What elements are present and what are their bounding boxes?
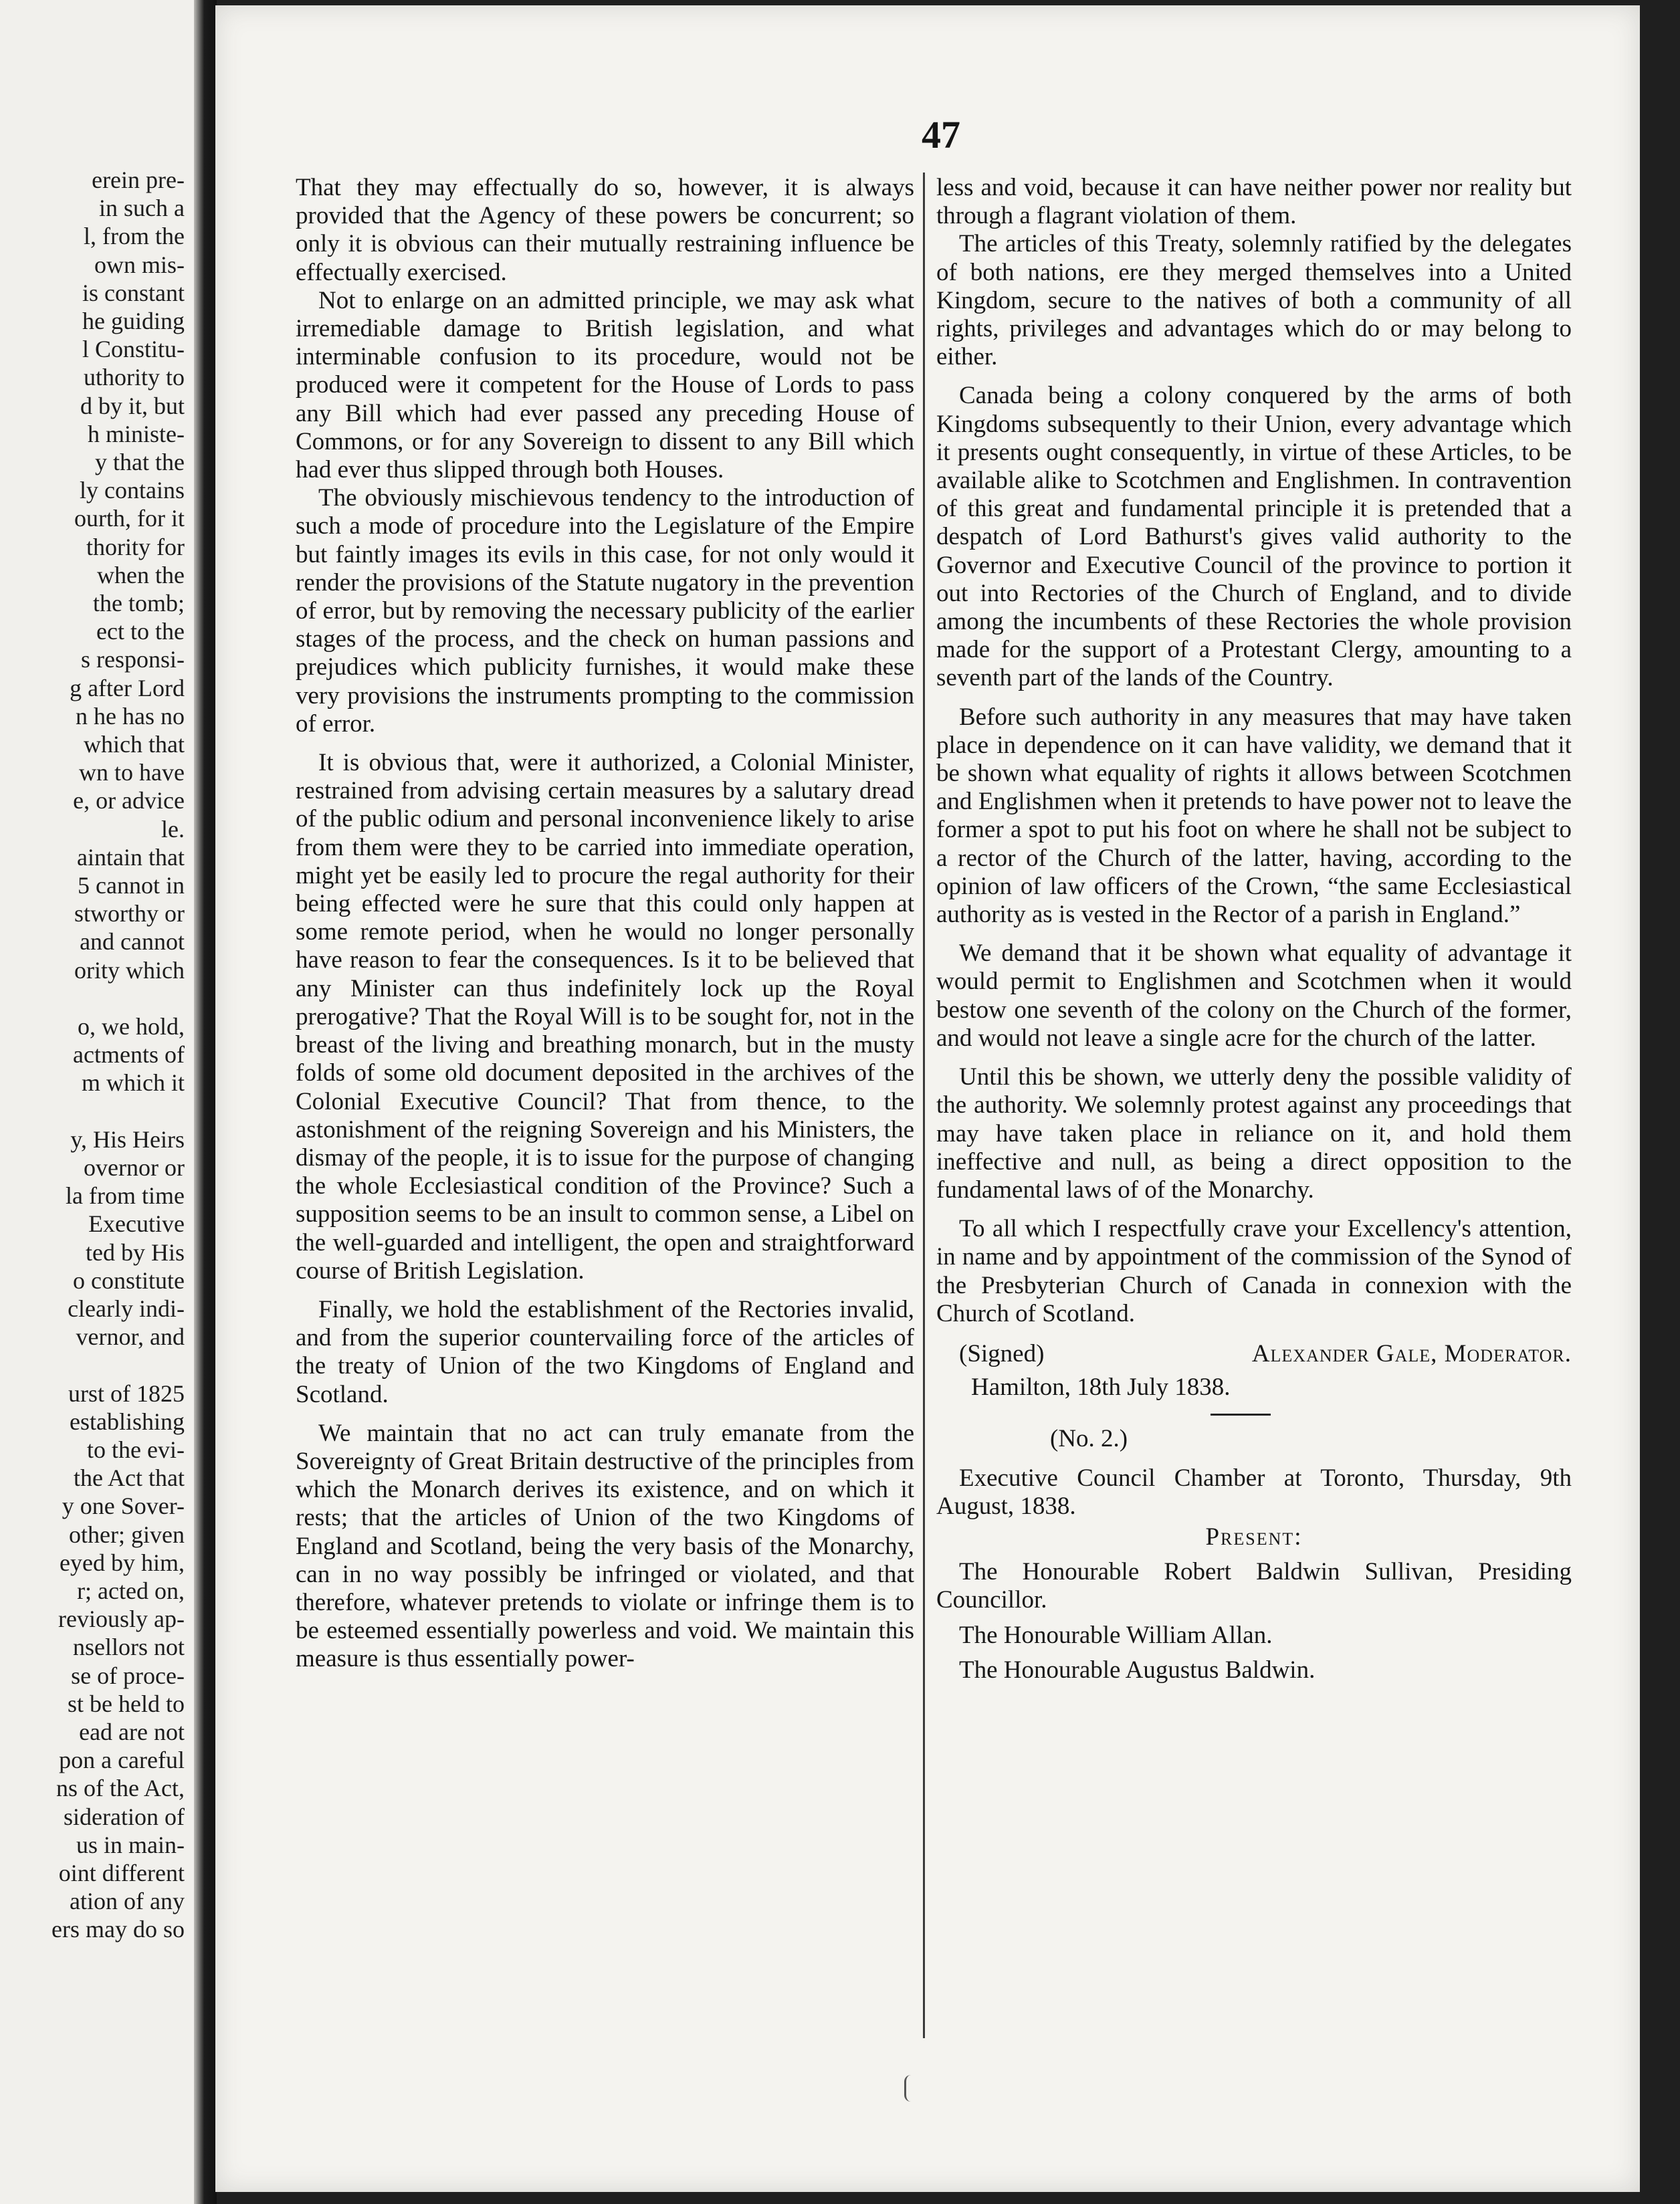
previous-page-line: ority which (74, 956, 185, 984)
print-mark (904, 2075, 918, 2102)
paragraph: Until this be shown, we utterly deny the possible validity of the authority. We solemnly protest against any proceedings that may have taken place in reliance on it, and hold them ineffective and null, as being a direct opposition to the fundamental laws of of the Monarchy. (936, 1063, 1572, 1204)
previous-page-line: d by it, but (80, 392, 185, 419)
previous-page-line: other; given (69, 1521, 185, 1548)
previous-page-line: Executive (88, 1210, 185, 1238)
previous-page-line: reviously ap- (58, 1606, 185, 1633)
paragraph: We maintain that no act can truly emanate from the Sovereignty of Great Britain destructive of the principles from which the Monarch derives its existence, and on which it rests; that the articles of Union of the two Kingdoms of England and Scotland, being the very basis of the Monarchy, can in no way possibly be infringed or violated, and that therefore, whatever pretends to violate or infringe them is to be esteemed essentially powerless and void. We maintain this measure is thus essentially power- (296, 1419, 914, 1673)
paragraph: That they may effectually do so, however, it is always provided that the Agency of these powers be concurrent; so only it is obvious can their mutually restraining influence be effectually exercised. (296, 174, 914, 286)
previous-page-line: s responsi- (81, 646, 185, 673)
chamber-line: Executive Council Chamber at Toronto, Thursday, 9th August, 1838. (936, 1464, 1572, 1520)
previous-page-line: pon a careful (59, 1747, 185, 1774)
paragraph: Not to enlarge on an admitted principle, we may ask what irremediable damage to British legislation, and what interminable confusion to its procedure, would not be produced were it competent for the House of Lords to pass any Bill which had ever passed any preceding House of Commons, or for any Sovereign to dissent to any Bill which had ever thus slipped through both Houses. (296, 286, 914, 484)
council-member: The Honourable Augustus Baldwin. (959, 1656, 1316, 1684)
previous-page-line: y that the (95, 449, 185, 475)
previous-page-line: actments of (73, 1041, 185, 1069)
previous-page-line: aintain that (77, 843, 185, 871)
signed-label: (Signed) (959, 1339, 1045, 1367)
previous-page-line: oint different (58, 1860, 185, 1886)
paragraph: Finally, we hold the establishment of the Rectories invalid, and from the superior countervailing force of the articles of the treaty of Union of the two Kingdoms of England and Scotland. (296, 1295, 914, 1408)
paragraph: We demand that it be shown what equality of advantage it would permit to Englishmen and Scotchmen when it would bestow one seventh of the colony on the Church of the former, and would not leave a single acre for the church of the latter. (936, 940, 1572, 1052)
previous-page-line: l Constitu- (82, 336, 185, 363)
previous-page-line: y one Sover- (62, 1493, 185, 1520)
previous-page-line: vernor, and (76, 1323, 185, 1351)
previous-page-line: ers may do so (51, 1916, 185, 1943)
previous-page-line: clearly indi- (68, 1295, 185, 1322)
page-47 (215, 5, 1640, 2192)
previous-page-line: wn to have (79, 759, 185, 786)
previous-page-line: o, we hold, (78, 1013, 185, 1040)
column-divider (923, 173, 925, 2038)
previous-page-line: urst of 1825 (68, 1380, 185, 1407)
previous-page-line: o constitute (73, 1266, 185, 1294)
paragraph: Before such authority in any measures that may have taken place in dependence on it can have validity, we demand that it be shown what equality of rights it allows between Scotchmen and Englishmen when it pretends to have power not to leave the former a spot to put his foot on where he shall not be subject to a rector of the Church of the latter, having, according to the opinion of law officers of the Crown, “the same Ecclesiastical authority as is vested in the Rector of a parish in England.” (936, 703, 1572, 929)
previous-page-line: m which it (82, 1069, 185, 1097)
previous-page-line: in such a (99, 195, 185, 222)
previous-page-line: y, His Heirs (70, 1125, 185, 1153)
paragraph: The articles of this Treaty, solemnly ratified by the delegates of both nations, ere they merged themselves into a United Kingdom, secure to the natives of both a community of all rights, privileges and advantages which do or may belong to either. (936, 230, 1572, 371)
previous-page-line: sideration of (64, 1803, 185, 1830)
previous-page-line: overnor or (84, 1154, 185, 1181)
previous-page-line: le. (161, 815, 185, 843)
previous-page-line: which that (84, 731, 185, 758)
previous-page-line: the tomb; (93, 590, 185, 617)
section-rule (1211, 1414, 1271, 1416)
paragraph: Canada being a colony conquered by the arms of both Kingdoms subsequently to their Union, every advantage which it presents ought consequently, in virtue of these Articles, to be available alike to Scotchmen and Englishmen. In contravention of this great and fundamental principle it is pretended that a despatch of Lord Bathurst's gives valid authority to the Governor and Executive Council of the province to portion it out into Rectories of the Church of England, and to divide among the incumbents of these Rectories the whole provision made for the support of a Protestant Clergy, amounting to a seventh part of the lands of the Country. (936, 382, 1572, 692)
previous-page-line: when the (97, 561, 185, 588)
left-column (296, 174, 914, 1674)
previous-page-line: n he has no (76, 702, 185, 730)
previous-page-line: ns of the Act, (56, 1775, 185, 1802)
previous-page-line: to the evi- (87, 1436, 185, 1463)
previous-page-line: ted by His (86, 1238, 185, 1266)
previous-page-line: l, from the (84, 223, 185, 250)
previous-page-line: us in main- (76, 1831, 185, 1858)
previous-page-fragment (0, 0, 198, 2204)
previous-page-line: la from time (66, 1182, 185, 1210)
signature-line (936, 1340, 1572, 1368)
previous-page-line: ation of any (70, 1888, 185, 1915)
previous-page-line: own mis- (94, 251, 185, 278)
paragraph: less and void, because it can have neither power nor reality but through a flagrant violation of them. (936, 174, 1572, 230)
previous-page-line: erein pre- (92, 167, 185, 193)
previous-page-line: stworthy or (74, 900, 185, 927)
right-column (936, 174, 1572, 1684)
previous-page-line: se of proce- (71, 1662, 185, 1689)
council-member: The Honourable Robert Baldwin Sullivan, Presiding Councillor. (936, 1558, 1572, 1614)
previous-page-line: r; acted on, (77, 1577, 185, 1604)
previous-page-line: eyed by him, (60, 1549, 185, 1576)
previous-page-line: establishing (70, 1408, 185, 1435)
signatory: Alexander Gale, Moderator. (1251, 1339, 1572, 1367)
previous-page-line: is constant (82, 279, 185, 306)
previous-page-line: uthority to (84, 364, 185, 391)
previous-page-line: he guiding (82, 308, 185, 334)
previous-page-line: h ministe- (88, 420, 185, 447)
previous-page-line: ead are not (79, 1719, 185, 1745)
paragraph: The obviously mischievous tendency to the introduction of such a mode of procedure into the Legislature of the Empire but faintly images its evils in this case, for not only would it render the provisions of the Statute nugatory in the prevention of error, but by removing the necessary publicity of the earlier stages of the process, and the check on human passions and prejudices which publicity furnishes, it would make these very provisions the instruments prompting to the commission of error. (296, 484, 914, 738)
previous-page-line: g after Lord (70, 674, 185, 701)
previous-page-line: ly contains (80, 477, 185, 504)
previous-page-line: thority for (86, 533, 185, 560)
previous-page-line: 5 cannot in (78, 872, 185, 899)
previous-page-line: ect to the (96, 618, 185, 645)
present-heading: Present: (1205, 1523, 1303, 1551)
previous-page-line: nsellors not (73, 1634, 185, 1661)
document-number: (No. 2.) (1050, 1425, 1128, 1453)
book-gutter (194, 0, 217, 2204)
previous-page-line: and cannot (80, 928, 185, 956)
previous-page-line: e, or advice (73, 787, 185, 814)
paragraph: To all which I respectfully crave your Excellency's attention, in name and by appointment of the commission of the Synod of the Presbyterian Church of Canada in connexion with the Church of Scotland. (936, 1215, 1572, 1327)
previous-page-line: the Act that (74, 1464, 185, 1492)
paragraph: It is obvious that, were it authorized, a Colonial Minister, restrained from advising certain measures by a salutary dread of the public odium and personal inconvenience likely to arise from them were they to be carried into immediate operation, might yet be easily led to procure the regal authority for their being effected were he sure that this could only happen at some remote period, when he would no longer personally have reason to fear the consequences. Is it to be believed that any Minister can thus indefinitely lock up the Royal prerogative? That the Royal Will is to be sought for, not in the breast of the living and breathing monarch, but in the musty folds of some old document deposited in the archives of the Colonial Executive Council? That from thence, to the astonishment of the reigning Sovereign and his Ministers, the dismay of the people, it is to issue for the purpose of changing the whole Ecclesiastical condition of the Province? Such a supposition seems to be an insult to common sense, a Libel on the well-guarded and intelligent, the open and straightforward course of British Legislation. (296, 749, 914, 1285)
place-date: Hamilton, 18th July 1838. (971, 1373, 1231, 1402)
previous-page-line: ourth, for it (74, 505, 185, 532)
previous-page-line: st be held to (68, 1690, 185, 1717)
page-number: 47 (922, 113, 960, 156)
council-member: The Honourable William Allan. (959, 1621, 1273, 1649)
